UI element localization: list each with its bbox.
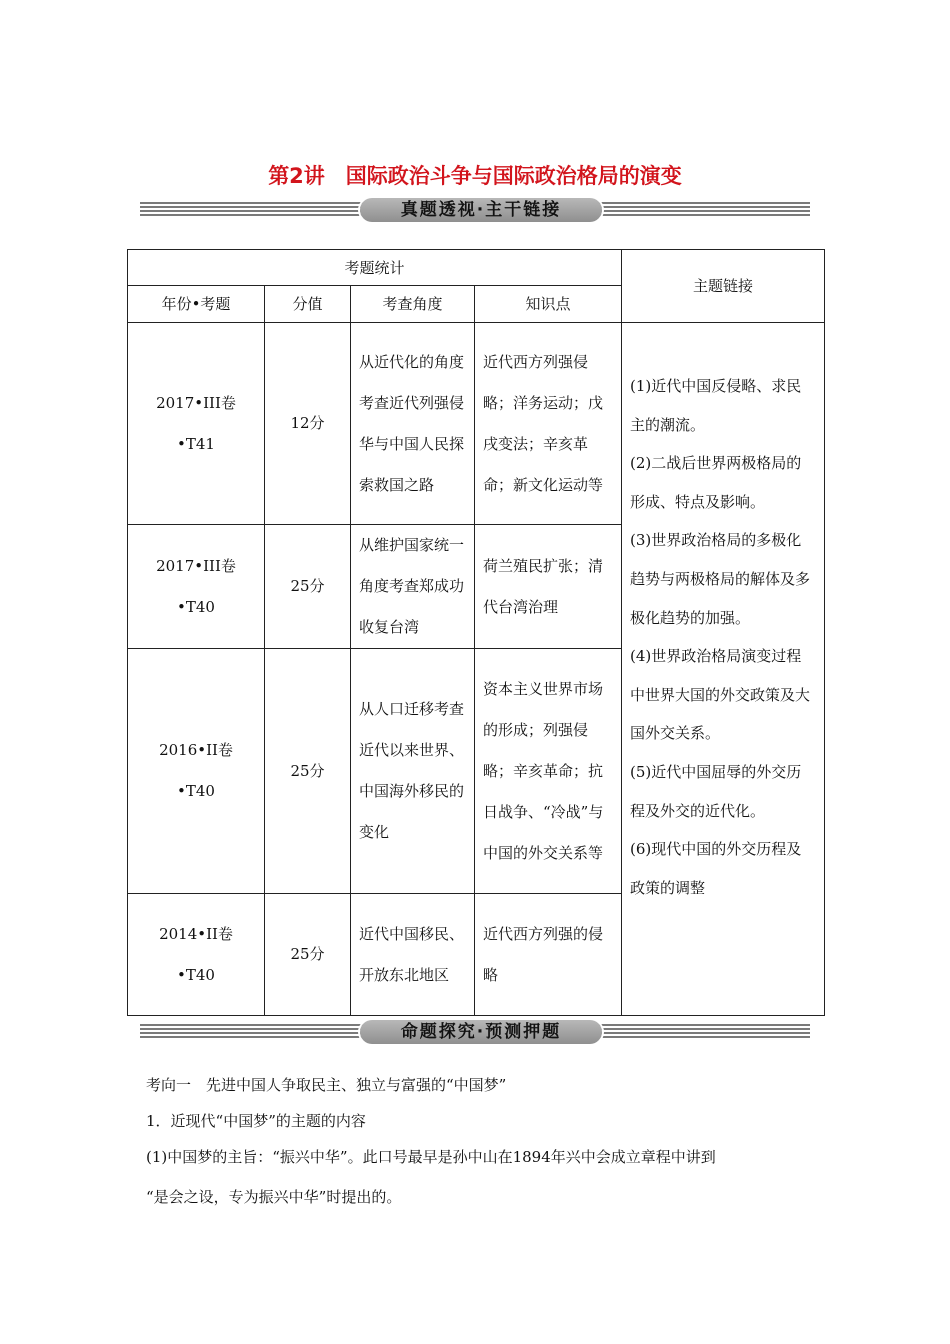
question-code: •T40 bbox=[177, 965, 215, 984]
score-cell: 25分 bbox=[265, 894, 351, 1016]
year-label: 2014•II卷 bbox=[159, 924, 233, 943]
group-header: 考题统计 bbox=[128, 250, 622, 286]
angle-cell: 从维护国家统一角度考查郑成功收复台湾 bbox=[351, 525, 475, 649]
col-header-year: 年份•考题 bbox=[128, 286, 265, 323]
score-cell: 12分 bbox=[265, 323, 351, 525]
knowledge-cell: 资本主义世界市场的形成；列强侵略；辛亥革命；抗日战争、“冷战”与中国的外交关系等 bbox=[475, 649, 622, 894]
question-code: •T41 bbox=[177, 434, 215, 453]
knowledge-cell: 荷兰殖民扩张；清代台湾治理 bbox=[475, 525, 622, 649]
year-cell bbox=[128, 323, 265, 525]
theme-link-item: (4)世界政治格局演变过程中世界大国的外交政策及大国外交关系。 bbox=[630, 647, 811, 743]
theme-link-item: (3)世界政治格局的多极化趋势与两极格局的解体及多极化趋势的加强。 bbox=[630, 531, 811, 627]
knowledge-cell: 近代西方列强侵略；洋务运动；戊戌变法；辛亥革命；新文化运动等 bbox=[475, 323, 622, 525]
banner-label: 命题探究·预测押题 bbox=[400, 1022, 562, 1042]
section-heading: 1．近现代“中国梦”的主题的内容 bbox=[146, 1112, 366, 1130]
year-label: 2017•III卷 bbox=[156, 556, 236, 575]
col-header-score: 分值 bbox=[265, 286, 351, 323]
angle-cell: 从人口迁移考查近代以来世界、中国海外移民的变化 bbox=[351, 649, 475, 894]
year-label: 2016•II卷 bbox=[159, 741, 233, 759]
col-header-knowledge: 知识点 bbox=[475, 286, 622, 323]
year-cell bbox=[128, 525, 265, 649]
theme-link-item: (2)二战后世界两极格局的形成、特点及影响。 bbox=[630, 454, 802, 511]
exam-statistics-table bbox=[127, 249, 825, 1016]
paragraph-line: (1)中国梦的主旨：“振兴中华”。此口号最早是孙中山在1894年兴中会成立章程中讲到 bbox=[146, 1148, 716, 1166]
year-cell bbox=[128, 649, 265, 894]
table-row bbox=[128, 323, 825, 525]
banner-pill bbox=[360, 1020, 602, 1044]
theme-link-header: 主题链接 bbox=[622, 250, 825, 323]
paragraph-line: “是会之设，专为振兴中华”时提出的。 bbox=[146, 1188, 402, 1206]
angle-cell: 近代中国移民、开放东北地区 bbox=[351, 894, 475, 1016]
col-header-angle: 考查角度 bbox=[351, 286, 475, 323]
score-cell: 25分 bbox=[265, 525, 351, 649]
angle-cell: 从近代化的角度考查近代列强侵华与中国人民探索救国之路 bbox=[351, 323, 475, 525]
theme-link-item: (6)现代中国的外交历程及政策的调整 bbox=[630, 840, 802, 897]
section-banner-top bbox=[140, 198, 810, 222]
year-cell bbox=[128, 894, 265, 1016]
year-label: 2017•III卷 bbox=[156, 393, 236, 412]
banner-label: 真题透视·主干链接 bbox=[400, 200, 562, 220]
section-banner-bottom bbox=[140, 1020, 810, 1044]
knowledge-cell: 近代西方列强的侵略 bbox=[475, 894, 622, 1016]
score-cell: 25分 bbox=[265, 649, 351, 894]
question-code: •T40 bbox=[177, 782, 215, 800]
question-code: •T40 bbox=[177, 597, 215, 616]
direction-heading: 考向一 先进中国人争取民主、独立与富强的“中国梦” bbox=[146, 1076, 507, 1094]
theme-link-item: (1)近代中国反侵略、求民主的潮流。 bbox=[630, 377, 802, 434]
banner-pill bbox=[360, 198, 602, 222]
theme-links-cell bbox=[622, 323, 825, 1016]
page-title: 第2讲 国际政治斗争与国际政治格局的演变 bbox=[268, 164, 682, 188]
theme-link-item: (5)近代中国屈辱的外交历程及外交的近代化。 bbox=[630, 762, 802, 820]
